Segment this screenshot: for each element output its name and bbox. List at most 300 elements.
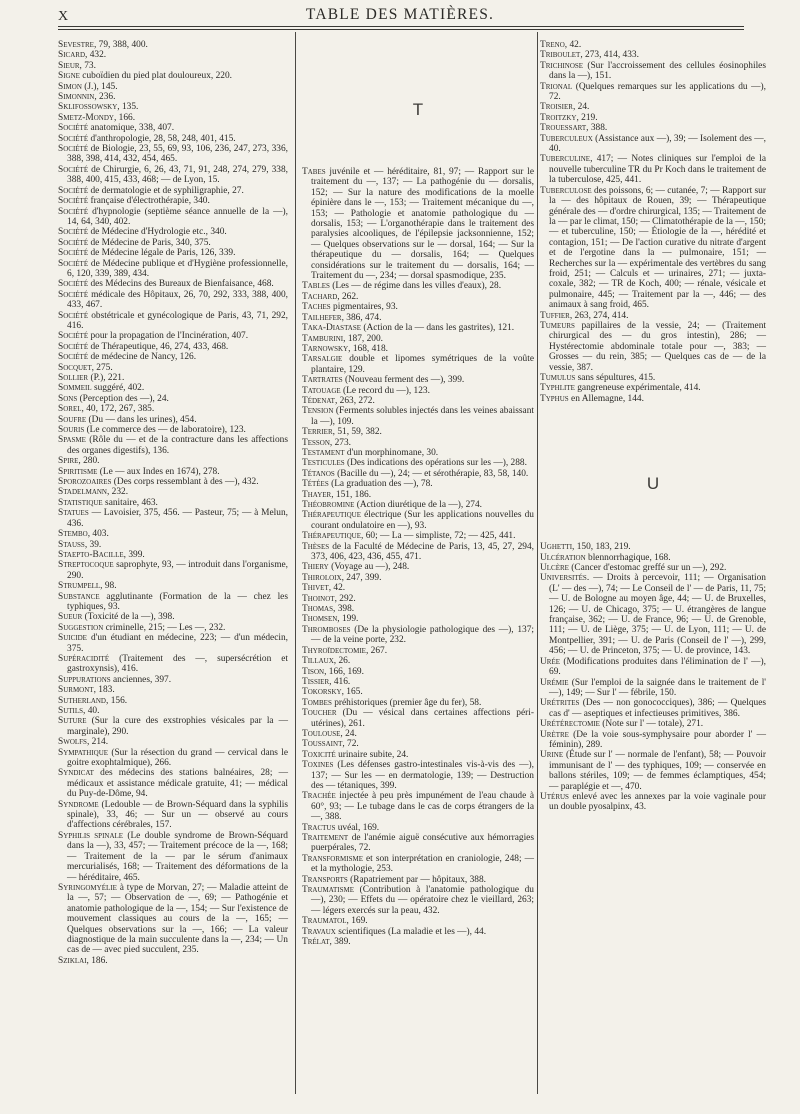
index-entry xyxy=(302,562,534,572)
entry-references: urinaire subite, 24. xyxy=(335,749,409,760)
entry-references: (P.), 221. xyxy=(88,373,125,383)
entry-headword: Spiritisme xyxy=(58,466,98,477)
index-entry xyxy=(58,768,288,799)
entry-references: , 73. xyxy=(79,60,96,71)
entry-headword: Tatouage xyxy=(302,385,341,396)
entry-headword: Toxicité xyxy=(302,749,336,760)
entry-references: anatomique, 338, 407. xyxy=(88,123,175,134)
index-column-left xyxy=(58,40,288,966)
index-entry xyxy=(302,490,534,500)
entry-references: de Biologie, 23, 55, 69, 93, 106, 236, 247, 273, 336, 388, 398, 414, 432, 454, 465. xyxy=(67,144,288,165)
entry-references: . — Droits à percevoir, 111; — Organisation (L' — des —), 74; — Le Conseil de l' — de Paris, 11, 75; — U. de Bologne au moyen âge, 44; — U. de Bruxelles, 126; — U. de Chicago, 375; — U. étrangères de langue française, 362; — U. de France, 96; — U. de Grenoble, 111; — U. de Liège, 375; — U. de Lyon, 111; — U. de Montpellier, 391; — U. de Paris (Conseil de l' —), 299, 456; — U. de Princeton, 375; — U. de province, 143. xyxy=(549,573,766,657)
entry-references: (Des corps ressemblant à des —), 432. xyxy=(111,477,259,488)
entry-headword: Tokorsky xyxy=(302,687,342,698)
entry-headword: Suppurations xyxy=(58,674,111,685)
column-divider xyxy=(295,32,296,1094)
entry-references: (Rapatriement par — hôpitaux, 388. xyxy=(347,874,487,885)
index-entry xyxy=(58,342,288,352)
index-entry xyxy=(302,510,534,531)
entry-headword: Tison xyxy=(302,666,325,677)
index-entry xyxy=(540,678,766,699)
index-entry xyxy=(58,82,288,92)
entry-headword: Treno xyxy=(540,40,565,50)
entry-headword: Stembo xyxy=(58,529,88,540)
index-entry xyxy=(302,833,534,854)
entry-references: , 199. xyxy=(337,614,359,625)
index-entry xyxy=(302,531,534,541)
entry-references: (Quelques remarques sur les applications du —), 72. xyxy=(549,81,766,103)
index-entry xyxy=(58,123,288,133)
entry-headword: Tumulus xyxy=(540,373,576,383)
index-entry xyxy=(302,469,534,479)
entry-references: , 417; — Notes cliniques sur l'emploi de la nouvelle tuberculine TR du Pr Koch dans le traitement de la tuberculose, 425, 441. xyxy=(549,154,766,186)
index-entry xyxy=(302,885,534,916)
entry-headword: Troisier xyxy=(540,102,573,113)
entry-references: (Action de la — dans les gastrites), 121. xyxy=(361,323,515,334)
entry-references: (Des — non gonococciques), 386; — Quelques cas d' — aseptiques et infectieuses primitives, 386. xyxy=(549,698,766,719)
entry-references: (Voyage au —), 248. xyxy=(328,562,410,573)
index-entry xyxy=(58,352,288,362)
entry-headword: Sons xyxy=(58,393,78,404)
entry-headword: Trouessart xyxy=(540,123,587,134)
entry-references: suggéré, 402. xyxy=(91,383,145,394)
index-entry xyxy=(58,487,288,497)
entry-headword: Syndrome xyxy=(58,799,99,810)
entry-headword: Sutils xyxy=(58,706,84,716)
entry-headword: Substance xyxy=(58,591,100,602)
entry-headword: Surmont xyxy=(58,685,94,696)
entry-references: , 292. xyxy=(334,593,356,604)
letter-heading-t: T xyxy=(412,100,424,119)
entry-references: anciennes, 397. xyxy=(110,674,172,685)
entry-headword: Thyroïdectomie xyxy=(302,645,366,656)
entry-headword: Société xyxy=(58,237,89,248)
entry-headword: Tédenat xyxy=(302,395,335,406)
index-entry xyxy=(302,448,534,458)
entry-references: , 39. xyxy=(84,539,102,550)
entry-references: scientifiques (La maladie et les —), 44. xyxy=(335,926,487,937)
entry-headword: Thomsen xyxy=(302,614,338,625)
index-entry xyxy=(302,573,534,583)
entry-references: des Médecins des Bureaux de Bienfaisance, 468. xyxy=(88,279,274,290)
entry-references: d'anthropologie, 28, 58, 248, 401, 415. xyxy=(88,133,236,144)
entry-references: (Toxicité de la —), 398. xyxy=(82,612,175,623)
index-entry xyxy=(540,102,766,112)
entry-headword: Sommeil xyxy=(58,383,92,394)
index-entry xyxy=(58,654,288,675)
entry-references: de Médecine publique et d'Hygiène professionnelle, 6, 120, 339, 389, 434. xyxy=(67,258,288,279)
entry-headword: Statistique xyxy=(58,497,103,508)
entry-headword: Société xyxy=(58,185,89,196)
entry-references: , 26. xyxy=(333,656,351,667)
index-entry xyxy=(302,281,534,291)
index-entry xyxy=(540,154,766,185)
entry-headword: Taches xyxy=(302,302,331,313)
entry-references: (Modifications produites dans l'élimination de l' —), 69. xyxy=(549,656,766,678)
header-rule xyxy=(58,26,744,27)
index-column-right xyxy=(540,40,766,813)
entry-references: , 166. xyxy=(113,112,136,123)
entry-headword: Tartrates xyxy=(302,375,343,386)
entry-headword: Tesson xyxy=(302,437,330,448)
index-entry xyxy=(58,592,288,613)
entry-references: , 219. xyxy=(576,112,598,123)
header-rule xyxy=(58,29,744,30)
entry-headword: Thérapeutique xyxy=(302,531,361,542)
entry-headword: Sicard xyxy=(58,50,85,61)
entry-headword: Thromboses xyxy=(302,624,351,635)
entry-headword: Typhus xyxy=(540,393,569,404)
entry-headword: Théobromine xyxy=(302,500,355,510)
index-entry xyxy=(540,186,766,311)
entry-references: criminelle, 215; — Les —, 232. xyxy=(103,622,226,633)
entry-references: , 263, 272. xyxy=(334,395,375,406)
entry-headword: Syringomyélie xyxy=(58,882,117,893)
entry-references: (J.), 145. xyxy=(81,81,118,92)
entry-references: (Le double syndrome de Brown-Séquard dans la —), 33, 457; — Traitement précoce de la —, 168; — Traitement de la — par le sérum d'animaux mercurialisés, 168; — Traitement des déformations de la — héréditaire, 465. xyxy=(67,830,288,883)
entry-references: , 42. xyxy=(564,40,582,50)
index-entry xyxy=(58,800,288,831)
entry-references: , 40. xyxy=(83,706,100,716)
entry-headword: Staepto-Bacille xyxy=(58,549,124,560)
index-entry xyxy=(302,323,534,333)
entry-references: (La graduation des —), 78. xyxy=(328,479,433,490)
entry-references: , 135. xyxy=(117,102,139,113)
entry-headword: Syndicat xyxy=(58,768,94,779)
index-entry xyxy=(302,656,534,666)
entry-references: , 150, 183, 219. xyxy=(572,542,631,553)
entry-headword: Tarnowsky xyxy=(302,343,349,354)
entry-references: (Sur la cure des exstrophies vésicales par la — marginale), 290. xyxy=(67,716,288,737)
entry-references: , 187, 200. xyxy=(343,333,383,344)
index-entry xyxy=(58,685,288,695)
entry-headword: Suicide xyxy=(58,633,87,644)
entry-references: , 166, 169. xyxy=(324,666,364,677)
entry-headword: Transformisme xyxy=(302,853,363,864)
index-entry xyxy=(58,716,288,737)
entry-headword: Société xyxy=(58,289,89,300)
entry-references: (Des indications des opérations sur les —), 288. xyxy=(344,458,527,469)
entry-headword: Thayer xyxy=(302,489,332,500)
entry-headword: Universités xyxy=(540,573,587,584)
index-entry xyxy=(58,435,288,456)
index-entry xyxy=(540,553,766,563)
entry-references: de Médecine de Paris, 340, 375. xyxy=(88,237,211,248)
entry-headword: Société xyxy=(58,310,89,321)
entry-references: — Lavoisier, 375, 456. — Pasteur, 75; — à Melun, 436. xyxy=(67,508,288,529)
entry-references: (Sur l'emploi de la saignée dans le traitement de l' —), 149; — Sur l' — fébrile, 150. xyxy=(549,677,766,698)
entry-references: , 79, 388, 400. xyxy=(93,40,148,50)
entry-references: (Assistance aux —), 39; — Isolement des —, 40. xyxy=(549,133,766,155)
index-entry xyxy=(302,458,534,468)
entry-references: , 60; — La — simpliste, 72; — 425, 441. xyxy=(361,531,516,542)
entry-references: préhistoriques (premier âge du fer), 58. xyxy=(331,697,482,708)
entry-references: (Sur l'accroissement des cellules éosinophiles dans la —), 151. xyxy=(549,60,766,82)
index-entry xyxy=(302,396,534,406)
index-entry xyxy=(58,248,288,258)
entry-references: en Allemagne, 144. xyxy=(568,393,644,404)
entry-headword: Toulouse xyxy=(302,728,341,739)
entry-references: , 42. xyxy=(328,583,346,594)
index-entry xyxy=(302,292,534,302)
entry-references: , 214. xyxy=(86,737,109,748)
entry-headword: Société xyxy=(58,164,89,175)
entry-headword: Société xyxy=(58,279,89,290)
entry-headword: Sueur xyxy=(58,612,83,623)
index-entry xyxy=(302,427,534,437)
entry-references: double et lipomes symétriques de la voûte plantaire, 129. xyxy=(311,354,534,375)
entry-references: , 262. xyxy=(337,291,359,302)
index-entry xyxy=(302,594,534,604)
entry-headword: Trional xyxy=(540,81,573,92)
index-entry xyxy=(540,123,766,133)
index-entry xyxy=(540,542,766,552)
entry-headword: Société xyxy=(58,352,89,363)
index-entry xyxy=(540,563,766,573)
index-entry xyxy=(58,40,288,50)
index-entry xyxy=(58,165,288,186)
index-entry xyxy=(58,113,288,123)
entry-headword: Tarsalgie xyxy=(302,354,343,365)
entry-references: , 273. xyxy=(329,437,351,448)
index-entry xyxy=(58,529,288,539)
entry-headword: Tailhefer xyxy=(302,312,342,323)
index-entry xyxy=(58,633,288,654)
entry-headword: Société xyxy=(58,144,89,155)
entry-headword: Tuberculine xyxy=(540,154,591,165)
entry-headword: Szıklai xyxy=(58,955,87,966)
entry-references: , 263, 274, 414. xyxy=(569,310,629,321)
index-entry xyxy=(58,186,288,196)
entry-references: , 183. xyxy=(93,685,115,696)
index-entry xyxy=(540,82,766,103)
entry-headword: Société xyxy=(58,248,89,259)
index-entry xyxy=(58,144,288,165)
index-entry xyxy=(302,687,534,697)
entry-headword: Tillaux xyxy=(302,656,334,667)
entry-headword: Troitzky xyxy=(540,112,577,123)
entry-references: , 40, 172, 267, 385. xyxy=(81,404,155,415)
entry-headword: Strumpell xyxy=(58,581,101,592)
entry-headword: Swolfs xyxy=(58,737,87,748)
entry-headword: Spire xyxy=(58,456,79,467)
entry-references: des médecins des stations balnéaires, 28; — médicaux et assistance médicale gratuite, 41; — médical du Puy-de-Dôme, 94. xyxy=(67,768,288,800)
entry-references: (Du — dans les urines), 454. xyxy=(86,414,197,425)
index-entry xyxy=(302,167,534,281)
entry-headword: Société xyxy=(58,227,89,238)
entry-references: (Nouveau ferment des —), 399. xyxy=(342,375,465,386)
index-entry xyxy=(302,354,534,375)
entry-headword: Urétérectomie xyxy=(540,719,600,730)
entry-references: , 273, 414, 433. xyxy=(580,50,639,61)
entry-headword: Traumatisme xyxy=(302,885,355,896)
index-entry xyxy=(302,334,534,344)
entry-references: (Les — de régime dans les villes d'eaux), 28. xyxy=(329,281,502,292)
index-entry xyxy=(302,875,534,885)
entry-references: (Ferments solubles injectés dans les veines abaissant la —), 109. xyxy=(311,406,534,427)
index-entry xyxy=(58,227,288,237)
entry-references: uvéal, 169. xyxy=(335,822,380,833)
index-entry xyxy=(58,467,288,477)
entry-references: blennorrhagique, 168. xyxy=(585,552,671,563)
entry-references: , 24. xyxy=(340,728,357,739)
entry-headword: Signe xyxy=(58,71,80,82)
entry-headword: Sklifossowsky xyxy=(58,102,118,113)
entry-headword: Tables xyxy=(302,281,330,292)
entry-headword: Testicules xyxy=(302,458,345,469)
entry-references: pigmentaires, 93. xyxy=(330,302,398,313)
entry-headword: Transports xyxy=(302,874,348,885)
index-entry xyxy=(58,477,288,487)
entry-headword: Typhlite xyxy=(540,383,575,394)
entry-references: papillaires de la vessie, 24; — (Traitement chirurgical des — du gros intestin), 286; — Hystérectomie abdominale totale pour —, 383; — Grosses — du rein, 385; — Quelques cas de — de la vessie, 387. xyxy=(549,320,766,373)
index-entry xyxy=(58,363,288,373)
entry-references: (Note sur l' — totale), 271. xyxy=(599,719,704,730)
entry-references: , 169. xyxy=(346,916,368,927)
entry-references: , 51, 59, 382. xyxy=(332,427,382,438)
entry-headword: Tabes xyxy=(302,167,326,177)
entry-references: , 399. xyxy=(123,549,145,560)
index-entry xyxy=(58,456,288,466)
entry-references: saprophyte, 93, — introduit dans l'organisme, 290. xyxy=(67,560,288,581)
entry-headword: Société xyxy=(58,258,89,269)
entry-headword: Traumatol xyxy=(302,916,347,927)
index-entry xyxy=(540,698,766,719)
index-entry xyxy=(58,831,288,883)
index-entry xyxy=(540,373,766,383)
entry-references: , 98. xyxy=(100,581,117,592)
entry-references: , 432. xyxy=(85,50,107,61)
entry-headword: Spasme xyxy=(58,435,86,446)
index-entry xyxy=(58,425,288,435)
entry-headword: Trichinose xyxy=(540,60,584,71)
index-entry xyxy=(58,311,288,332)
entry-headword: Thivet xyxy=(302,583,329,594)
entry-headword: Terrier xyxy=(302,427,333,438)
entry-headword: Tumeurs xyxy=(540,320,575,331)
index-entry xyxy=(58,404,288,414)
entry-references: , 165. xyxy=(341,687,363,698)
index-entry xyxy=(58,50,288,60)
index-entry xyxy=(58,706,288,716)
index-entry xyxy=(58,415,288,425)
entry-references: électrique (Sur les applications nouvelles du courant ondulatoire en —), 93. xyxy=(311,510,534,531)
index-entry xyxy=(58,259,288,280)
entry-references: agglutinante (Formation de la — chez les typhiques, 93. xyxy=(67,591,288,612)
entry-references: (Du — vésical dans certaines affections péri-utérines), 261. xyxy=(311,708,534,729)
index-entry xyxy=(58,612,288,622)
index-entry xyxy=(58,560,288,581)
entry-references: (Étude sur l' — normale de l'enfant), 58; — Pouvoir immunisant de l' — des typhiques, 109; — conservée en ballons stériles, 109; — de femmes éclamptiques, 454; — paraplégie et —, 470. xyxy=(549,750,766,792)
entry-references: pour la propagation de l'Incinération, 407. xyxy=(88,331,249,342)
index-entry xyxy=(302,438,534,448)
entry-references: gangreneuse expérimentale, 414. xyxy=(574,383,701,394)
entry-references: , 398. xyxy=(333,604,355,615)
entry-headword: Thiroloix xyxy=(302,572,342,583)
entry-headword: Ughetti xyxy=(540,542,573,553)
entry-headword: Thérapeutique xyxy=(302,510,361,521)
entry-headword: Société xyxy=(58,196,89,207)
index-entry xyxy=(302,604,534,614)
index-entry xyxy=(58,550,288,560)
entry-references: , 267. xyxy=(365,645,388,656)
index-entry xyxy=(58,883,288,956)
index-entry xyxy=(58,331,288,341)
page-number: X xyxy=(58,9,70,24)
entry-references: , 280. xyxy=(78,456,100,467)
index-entry xyxy=(302,583,534,593)
entry-headword: Ulcère xyxy=(540,563,569,574)
index-entry xyxy=(540,394,766,404)
entry-headword: Tissier xyxy=(302,676,330,687)
entry-headword: Toucher xyxy=(302,708,337,719)
entry-references: sanitaire, 463. xyxy=(102,497,158,508)
index-entry xyxy=(58,383,288,393)
entry-headword: Tamburini xyxy=(302,333,344,344)
entry-references: cuboïdien du pied plat douloureux, 220. xyxy=(79,71,232,82)
entry-headword: Sieur xyxy=(58,60,80,71)
index-entry xyxy=(302,646,534,656)
index-entry xyxy=(302,698,534,708)
entry-references: , 168, 418. xyxy=(348,343,389,354)
entry-references: (Sur la résection du grand — cervical dans le goitre exophtalmique), 266. xyxy=(67,747,288,769)
index-column-middle xyxy=(302,40,534,947)
entry-headword: Souris xyxy=(58,425,85,436)
entry-headword: Utérus xyxy=(540,791,569,802)
index-entry xyxy=(540,383,766,393)
entry-references: , 72. xyxy=(342,739,359,750)
entry-headword: Société xyxy=(58,123,89,134)
entry-references: (Perception des —), 24. xyxy=(77,393,169,404)
index-entry xyxy=(302,386,534,396)
entry-references: , 247, 399. xyxy=(341,572,382,583)
entry-headword: Toxines xyxy=(302,760,334,771)
index-entry xyxy=(302,937,534,947)
entry-references: , 151, 186. xyxy=(331,489,372,500)
entry-headword: Tension xyxy=(302,406,334,417)
entry-headword: Suggestion xyxy=(58,622,104,633)
entry-headword: Tétanos xyxy=(302,468,335,479)
index-entry xyxy=(58,508,288,529)
entry-references: à type de Morvan, 27; — Maladie atteint de la —, 57; — Observation de —, 69; — Pathogénie et anatomie pathologique de la —, 154; — Sur l'existence de mouvement classiques au cours de la —, 165; — Quelques observations sur la —, 166; — La valeur diagnostique de la main succulente dans la —, 234; — Un cas de — avec pied succulent, 235. xyxy=(67,882,288,956)
index-entry xyxy=(540,750,766,792)
index-entry xyxy=(58,373,288,383)
entry-headword: Simon xyxy=(58,81,82,92)
entry-headword: Urée xyxy=(540,656,560,667)
entry-references: sans sépultures, 415. xyxy=(575,373,656,383)
index-entry xyxy=(302,500,534,510)
index-entry xyxy=(58,71,288,81)
entry-references: , 186. xyxy=(86,955,108,966)
entry-headword: Trachée xyxy=(302,791,336,802)
entry-headword: Stadelmann xyxy=(58,487,107,498)
entry-headword: Urémie xyxy=(540,677,569,688)
index-entry xyxy=(302,375,534,385)
entry-headword: Tachard xyxy=(302,291,338,302)
entry-headword: Stauss xyxy=(58,539,85,550)
entry-references: de Médecine d'Hydrologie etc., 340. xyxy=(88,227,227,238)
index-entry xyxy=(58,737,288,747)
entry-headword: Tombes xyxy=(302,697,332,708)
index-entry xyxy=(58,675,288,685)
entry-headword: Société xyxy=(58,341,89,352)
index-entry xyxy=(58,498,288,508)
index-entry xyxy=(302,739,534,749)
entry-references: juvénile et — héréditaire, 81, 97; — Rapport sur le traitement du —, 137; — La pathogénie du — dorsalis, 152; — Sur la nature des modifications de la moelle épinière dans le —, 153; — Traitement mécanique du —, 153; — Pathologie et anatomie pathologique du — dorsalis, 153; — L'organothérapie dans le traitement des paralysies alcooliques, de l'épilepsie jacksonnienne, 152; — Quelques observations sur le — dorsal, 164; — Sur la thérapeutique du — dorsalis, 164; — Quelques considérations sur le traitement du — dorsalis, 164; — Traitement du —, 234; — dorsal spasmodique, 235. xyxy=(311,167,534,282)
entry-references: injectée à peu près impunément de l'eau chaude à 60°, 93; — Le tubage dans le cas de corps étrangers de la —, 388. xyxy=(311,791,534,823)
entry-headword: Thomas xyxy=(302,604,334,615)
index-entry xyxy=(540,113,766,123)
